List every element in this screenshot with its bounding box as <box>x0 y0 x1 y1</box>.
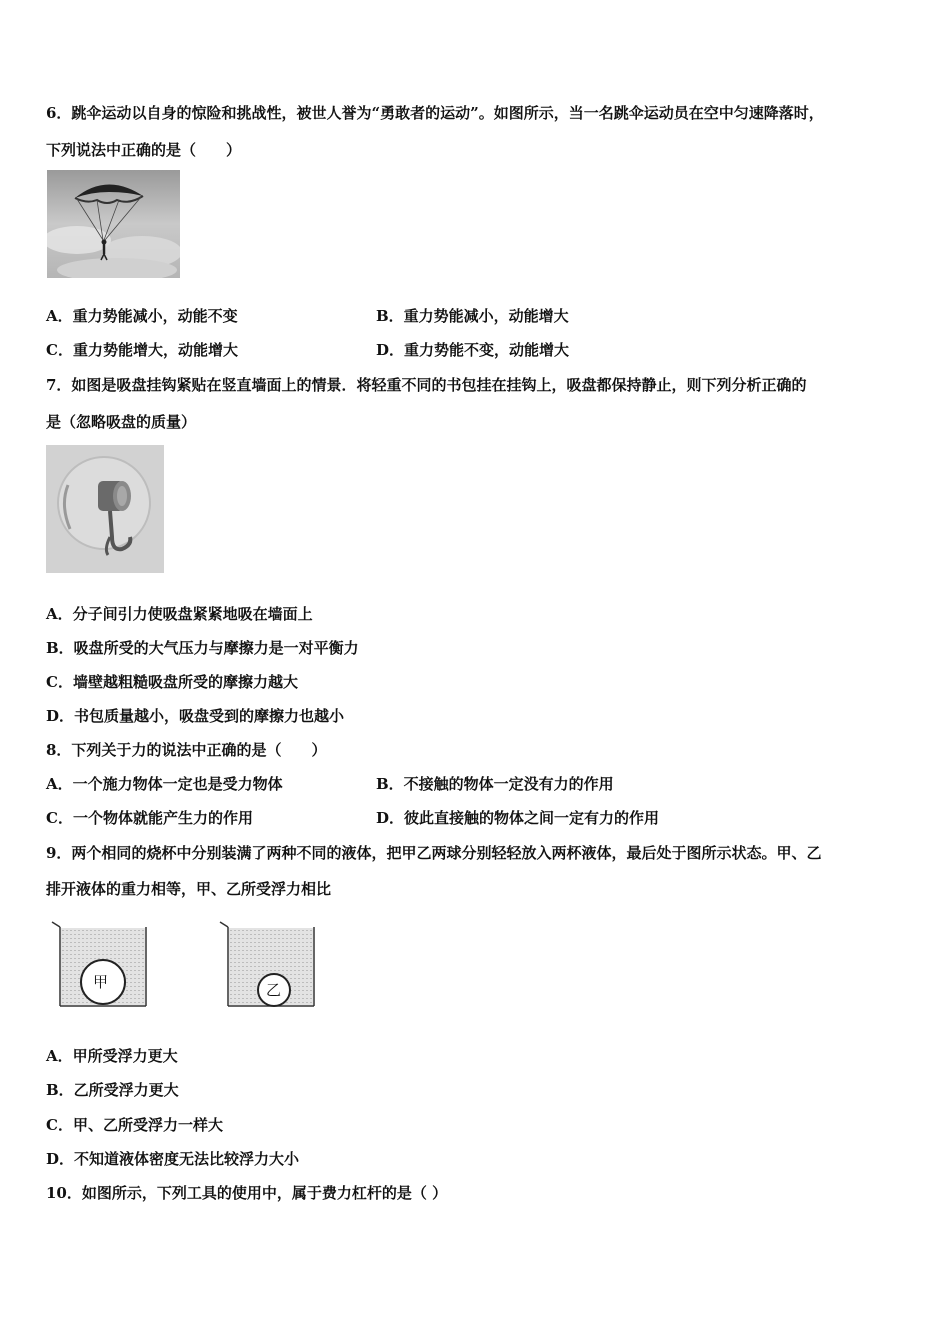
q7-stem-line1: 7．如图是吸盘挂钩紧贴在竖直墙面上的情景．将轻重不同的书包挂在挂钩上，吸盘都保持静止，则下列分析正确的 <box>46 376 807 394</box>
beaker-jia-figure <box>50 918 150 1012</box>
q6-option-a: A．重力势能减小，动能不变 <box>46 307 238 325</box>
q8-option-b: B．不接触的物体一定没有力的作用 <box>376 775 614 793</box>
parachutist-figure <box>47 170 180 278</box>
ball-yi-label: 乙 <box>266 981 282 999</box>
q10-stem: 10．如图所示，下列工具的使用中，属于费力杠杆的是（ ） <box>46 1184 448 1202</box>
q7-option-b: B．吸盘所受的大气压力与摩擦力是一对平衡力 <box>46 639 359 657</box>
q7-option-c: C．墙壁越粗糙吸盘所受的摩擦力越大 <box>46 673 298 691</box>
q7-stem-line2: 是（忽略吸盘的质量） <box>46 413 197 431</box>
ball-jia-label: 甲 <box>93 973 109 991</box>
q6-option-d: D．重力势能不变，动能增大 <box>376 341 570 359</box>
q9-stem-line2: 排开液体的重力相等，甲、乙所受浮力相比 <box>46 880 332 898</box>
q7-option-a: A．分子间引力使吸盘紧紧地吸在墙面上 <box>46 605 313 623</box>
q6-stem-line1: 6．跳伞运动以自身的惊险和挑战性，被世人誉为“勇敢者的运动”。如图所示，当一名跳伞运动员在空中匀速降落时， <box>46 104 824 122</box>
suction-hook-figure <box>46 445 164 573</box>
q8-option-c: C．一个物体就能产生力的作用 <box>46 809 253 827</box>
q6-stem-line2: 下列说法中正确的是（ ） <box>46 141 242 159</box>
q6-option-c: C．重力势能增大，动能增大 <box>46 341 238 359</box>
q8-option-d: D．彼此直接触的物体之间一定有力的作用 <box>376 809 660 827</box>
q9-option-a: A．甲所受浮力更大 <box>46 1047 178 1065</box>
q6-option-b: B．重力势能减小，动能增大 <box>376 307 569 325</box>
q9-option-d: D．不知道液体密度无法比较浮力大小 <box>46 1150 300 1168</box>
q8-stem: 8．下列关于力的说法中正确的是（ ） <box>46 741 327 759</box>
q9-option-c: C．甲、乙所受浮力一样大 <box>46 1116 223 1134</box>
q9-option-b: B．乙所受浮力更大 <box>46 1081 179 1099</box>
q7-option-d: D．书包质量越小，吸盘受到的摩擦力也越小 <box>46 707 345 725</box>
q8-option-a: A．一个施力物体一定也是受力物体 <box>46 775 283 793</box>
beaker-yi-figure <box>218 918 318 1012</box>
q9-stem-line1: 9．两个相同的烧杯中分别装满了两种不同的液体，把甲乙两球分别轻轻放入两杯液体，最后处于图所示状态。甲、乙 <box>46 844 822 862</box>
